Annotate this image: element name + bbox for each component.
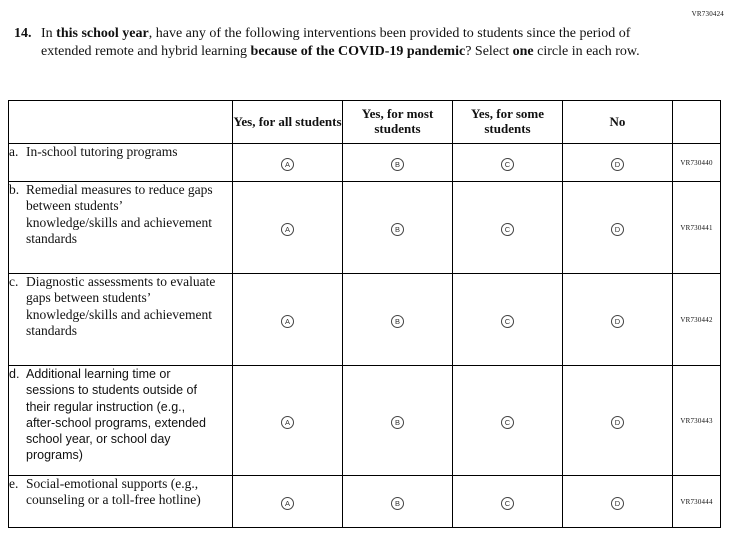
option-cell	[563, 274, 673, 366]
question-seg-bold: one	[512, 44, 534, 60]
row-letter: d.	[9, 367, 20, 381]
option-circle-a[interactable]: A	[281, 223, 294, 236]
option-circle-b[interactable]: B	[391, 158, 404, 171]
option-circle-b[interactable]: B	[391, 315, 404, 328]
row-code: VR730441	[673, 182, 721, 274]
option-cell	[453, 182, 563, 274]
option-circle-c[interactable]: C	[501, 158, 514, 171]
row-letter: b.	[9, 182, 20, 197]
option-circle-a[interactable]: A	[281, 416, 294, 429]
row-text: Diagnostic assessments to evaluate gaps between students’ knowledge/skills and achievement standards	[26, 274, 216, 339]
response-table	[8, 100, 721, 528]
header-yes-some: Yes, for some students	[453, 101, 563, 144]
option-circle-c[interactable]: C	[501, 315, 514, 328]
option-cell	[563, 144, 673, 182]
option-circle-a[interactable]: A	[281, 497, 294, 510]
option-circle-c[interactable]: C	[501, 416, 514, 429]
option-circle-a[interactable]: A	[281, 158, 294, 171]
question-block	[14, 25, 662, 62]
row-text: Remedial measures to reduce gaps between students’ knowledge/skills and achievement standards	[26, 182, 213, 247]
table-row-d	[9, 366, 721, 476]
option-cell	[453, 476, 563, 528]
row-label-cell	[9, 144, 233, 182]
question-seg: ? Select	[465, 44, 513, 60]
option-cell	[453, 144, 563, 182]
row-text: In-school tutoring programs	[26, 144, 178, 159]
option-cell	[343, 274, 453, 366]
option-circle-d[interactable]: D	[611, 497, 624, 510]
header-item-column	[9, 101, 233, 144]
option-cell	[563, 476, 673, 528]
row-label-cell	[9, 274, 233, 366]
header-code-column	[673, 101, 721, 144]
row-letter: a.	[9, 144, 19, 159]
option-circle-b[interactable]: B	[391, 416, 404, 429]
row-letter: e.	[9, 476, 19, 491]
option-cell	[233, 182, 343, 274]
option-circle-a[interactable]: A	[281, 315, 294, 328]
option-cell	[233, 476, 343, 528]
option-cell	[563, 366, 673, 476]
option-cell	[453, 366, 563, 476]
table-row-b	[9, 182, 721, 274]
row-letter: c.	[9, 274, 19, 289]
question-text	[41, 25, 653, 62]
row-label-cell	[9, 182, 233, 274]
row-label-cell	[9, 366, 233, 476]
header-no: No	[563, 101, 673, 144]
option-cell	[343, 366, 453, 476]
option-circle-b[interactable]: B	[391, 497, 404, 510]
option-circle-d[interactable]: D	[611, 158, 624, 171]
option-circle-d[interactable]: D	[611, 315, 624, 328]
header-yes-most: Yes, for most students	[343, 101, 453, 144]
option-circle-c[interactable]: C	[501, 497, 514, 510]
option-cell	[563, 182, 673, 274]
option-circle-c[interactable]: C	[501, 223, 514, 236]
option-circle-d[interactable]: D	[611, 223, 624, 236]
question-seg: , have any of the following interventions been provided to students since the period of extended remote and hybrid learning	[41, 26, 631, 60]
option-cell	[233, 366, 343, 476]
option-cell	[343, 476, 453, 528]
option-circle-d[interactable]: D	[611, 416, 624, 429]
row-code: VR730443	[673, 366, 721, 476]
header-yes-all: Yes, for all students	[233, 101, 343, 144]
form-code-top: VR730424	[691, 10, 724, 18]
row-code: VR730442	[673, 274, 721, 366]
header-row	[9, 101, 721, 144]
question-seg-bold: because of the COVID-19 pandemic	[250, 44, 466, 60]
row-text: Additional learning time or sessions to students outside of their regular instruction (e.g., after-school programs, extended school year, or school day programs)	[26, 367, 206, 463]
table-row-c	[9, 274, 721, 366]
option-cell	[453, 274, 563, 366]
row-code: VR730440	[673, 144, 721, 182]
option-circle-b[interactable]: B	[391, 223, 404, 236]
option-cell	[343, 144, 453, 182]
table-row-e	[9, 476, 721, 528]
question-seg: circle in each row.	[533, 44, 640, 60]
row-code: VR730444	[673, 476, 721, 528]
question-seg: In	[41, 26, 57, 41]
question-number: 14.	[14, 26, 32, 41]
question-seg-bold: this school year	[56, 26, 149, 41]
row-text: Social-emotional supports (e.g., counseling or a toll-free hotline)	[26, 476, 201, 508]
row-label-cell	[9, 476, 233, 528]
table-row-a	[9, 144, 721, 182]
option-cell	[233, 144, 343, 182]
option-cell	[343, 182, 453, 274]
option-cell	[233, 274, 343, 366]
